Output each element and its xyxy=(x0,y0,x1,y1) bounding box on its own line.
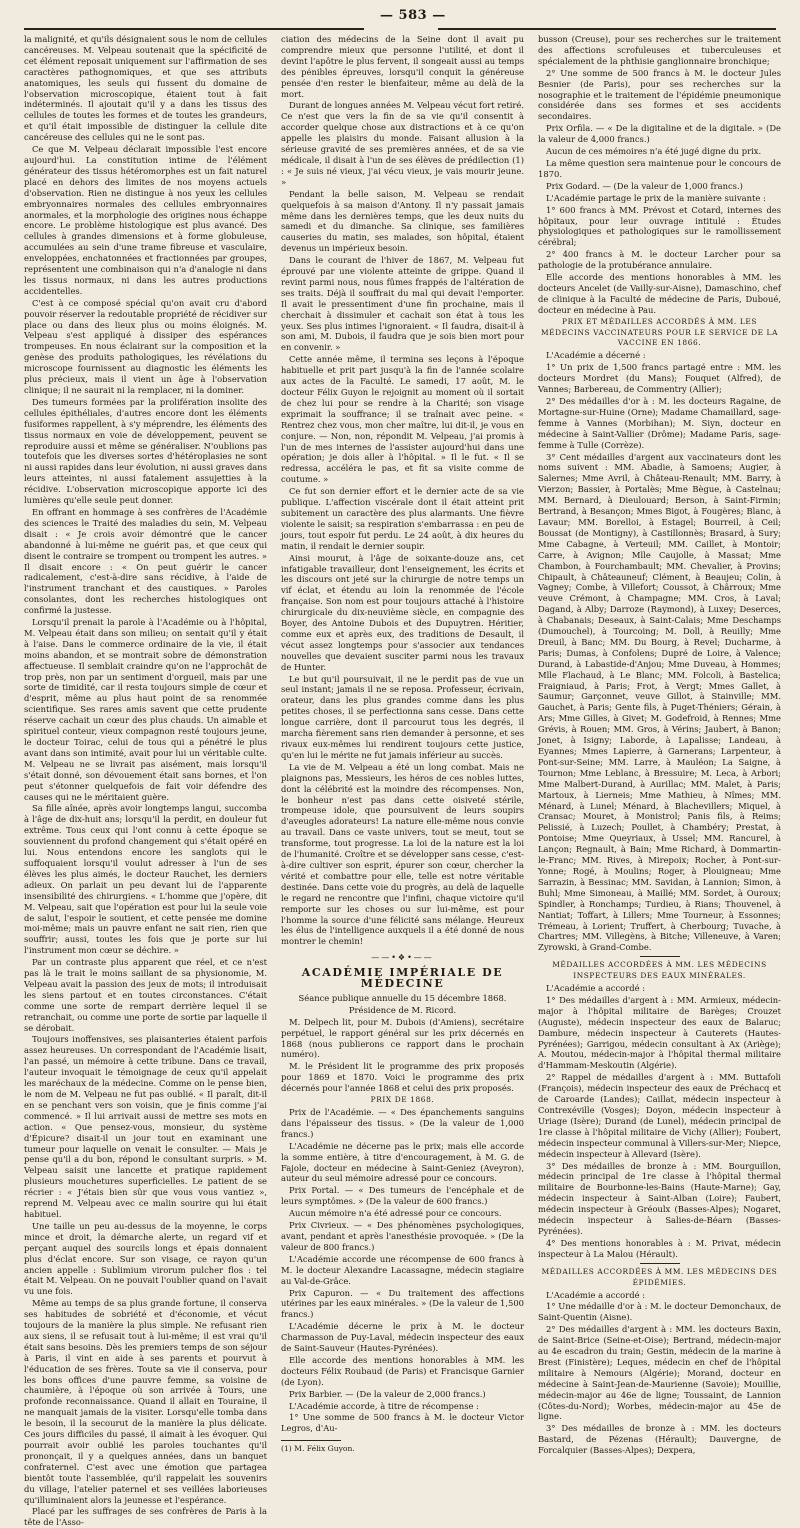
page-number: — 583 — xyxy=(380,8,446,23)
ornament-divider: ——•❖•—— xyxy=(371,953,434,963)
eaux-heading: MÉDAILLES ACCORDÉES À MM. LES MÉDECINS INSPECTEURS DES EAUX MINÉRALES. xyxy=(552,960,767,981)
paragraph: M. Delpech lit, pour M. Dubois (d'Amiens), secrétaire perpétuel, le rapport général sur les prix décernés en 1868 (nous publierons ce rapport dans le prochain numéro). xyxy=(281,1016,524,1060)
footnote: (1) M. Félix Guyon. xyxy=(281,1444,355,1454)
paragraph: 2° Des médailles d'or à : M. les docteurs Ragaine, de Mortagne-sur-Huine (Orne); Madame Chamaillard, sage-femme à Vannes (Morbihan); M. Siyn, docteur en médecine à Saint-Vallier (Drôme); Madame Paris, sage-femme à Tulle (Corrèze). xyxy=(538,396,781,450)
paragraph: Ainsi mourut, à l'âge de soixante-douze ans, cet infatigable travailleur, dont l'enseignement, les écrits et les discours ont jeté sur la chirurgie de notre temps un vif éclat, et étendu au loin la renommée de l'école française. Son nom est pour toujours attaché à l'histoire chirurgicale du dix-neuvième siècle, en compagnie des Boyer, des Antoine Dubois et des Dupuytren. Héritier, comme eux et après eux, des traditions de Desault, il vécut assez longtemps pour s'associer aux tendances nouvelles que devaient susciter parmi nous les travaux de Hunter. xyxy=(281,552,524,672)
paragraph: 3° Des médailles de bronze à : MM. les docteurs Bastard, de Pézenas (Hérault); Dauvergne, de Forcalquier (Basses-Alpes); Dexpera, xyxy=(538,1423,781,1456)
paragraph: Placé par les suffrages de ses confrères de Paris à la tête de l'Asso- xyxy=(24,1506,267,1528)
paragraph: Prix Portal. — « Des tumeurs de l'encéphale et de leurs symptômes. » (De la valeur de 600 francs.) xyxy=(281,1185,524,1207)
paragraph: Le but qu'il poursuivait, il ne le perdit pas de vue un seul instant; jamais il ne se reposa. Professeur, écrivain, orateur, dans les plus grandes comme dans les plus petites choses, il se perfectionna sans cesse. Dans cette longue carrière, dont il parcourut tous les degrés, il marcha fièrement sans rien demander à personne, et ses rivaux eux-mêmes lui rendirent toujours cette justice, qu'en lui le mérite ne fut jamais inférieur au succès. xyxy=(281,673,524,760)
paragraph: La vie de M. Velpeau a été un long combat. Mais ne plaignons pas, Messieurs, les héros de ces nobles luttes, dont la célébrité est la moindre des récompenses. Non, le bonheur n'est pas dans cette oisiveté stérile, trompeuse idole, que poursuivent de leurs soupirs d'aveugles adorateurs! La nature elle-même nous convie au travail. Dans ce vaste univers, tout se meut, tout se transforme, tout progresse. La loi de la nature est la loi de l'humanité. Croître et se développer sans cesse, c'est-à-dire cultiver son esprit, épurer son cœur, chercher la vérité et combattre pour elle, telle est notre véritable destinée. Dans cette voie du progrès, au delà de laquelle le regard ne rencontre que l'infini, chaque victoire qu'il remporte sur les choses ou sur lui-même, est pour l'homme la source d'une félicité sans mélange. Heureux les élus de l'intelligence auxquels il a été donné de nous montrer le chemin! xyxy=(281,761,524,947)
column-1 xyxy=(24,34,267,1528)
paragraph: 2° Des médailles d'argent à : MM. les docteurs Baxin, de Saint-Brice (Seine-et-Oise); Bertrand, médecin-major au 4e escadron du train; Gestin, médecin de la marine à Brest (Finistère); Leques, médecin en chef de l'hôpital militaire à Nemours (Algérie); Morand, docteur en médecine à Saint-Jean-de-Maurienne (Savoie); Mouillie, médecin-major au 46e de ligne; Toussaint, de Lannion (Côtes-du-Nord); Worbes, médecin-major au 45e de ligne. xyxy=(538,1324,781,1422)
paragraph: Sa fille aînée, après avoir longtemps langui, succomba à l'âge de dix-huit ans; lorsqu'il la perdit, en douleur fut extrême. Tous ceux qui l'ont connu à cette époque se souviennent du profond changement qui s'était opéré en lui. Nous entendons encore les sanglots qui le suffoquaient lorsqu'il voulut adresser à l'un de ses élèves les plus aimés, le docteur Rauchet, les derniers adieux. On parlait un peu devant lui de l'apparente insensibilité des chirurgiens. « L'homme que j'opère, dit M. Velpeau, sait que l'opération est pour lui la seule voie de salut, l'espoir le soutient, et cette pensée me domine moi-même; mais un pauvre enfant ne sait rien, rien que souffrir; aussi, toutes les fois que je porte sur lui l'instrument mon cœur se déchire. » xyxy=(24,803,267,956)
paragraph: 2° Rappel de médailles d'argent à : MM. Buttafoli (François), médecin inspecteur des eaux de Préchacq et de Caroarde (Landes); Caillat, médecin inspecteur à Contrexéville (Vosges); Doyon, médecin inspecteur à Uriage (Isère); Durand (de Lunel), médecin principal de 1re classe à l'hôpital militaire de Vichy (Allier); Foubert, médecin inspecteur communal à Villers-sur-Mer; Niepce, médecin inspecteur à Allevard (Isère). xyxy=(538,1072,781,1159)
paragraph: M. le Président lit le programme des prix proposés pour 1869 et 1870. Voici le programme des prix décernés pour l'année 1868 et celui des prix proposés. xyxy=(281,1061,524,1094)
column-2 xyxy=(281,34,524,1454)
section-heading: ACADÉMIE IMPÉRIALE DE MÉDECINE xyxy=(301,966,504,991)
presidence: Présidence de M. Ricord. xyxy=(348,1004,457,1015)
paragraph: ciation des médecins de la Seine dont il avait pu comprendre mieux que personne l'utilité, et dont il devint l'apôtre le plus fervent, il songeait aussi au temps des pénibles épreuves, lorsqu'il conquit la généreuse pensée d'en rester le bienfaiteur, même au delà de la mort. xyxy=(281,34,524,99)
paragraph: L'Académie accorde une récompense de 600 francs à M. le docteur Alexandre Lacassagne, médecin stagiaire au Val-de-Grâce. xyxy=(281,1253,524,1286)
paragraph: Par un contraste plus apparent que réel, et ce n'est pas là le trait le moins saillant de sa physionomie, M. Velpeau avait la passion des jeux de mots; il introduisait les siens partout et en toutes circonstances. C'était comme une sorte de rempart derrière lequel il se retranchait, ou comme une porte de sortie par laquelle il se dérobait. xyxy=(24,957,267,1033)
vaccine-heading: PRIX ET MÉDAILLES ACCORDÉS À MM. LES MÉDECINS VACCINATEURS POUR LE SERVICE DE LA VACCINE EN 1866. xyxy=(540,316,779,348)
paragraph: L'Académie partage le prix de la manière suivante : xyxy=(546,192,766,203)
paragraph: Prix Barbier. — (De la valeur de 2,000 francs.) xyxy=(289,1388,486,1399)
paragraph: Ce que M. Velpeau déclarait impossible l'est encore aujourd'hui. La constitution intime de l'élément générateur des tissus hétéromorphes est un fait naturel placé en dehors des limites de nos moyens actuels d'observation. Rien ne distingue à nos yeux les cellules embryonnaires normales des cellules embryonnaires anormales, et la morphologie des origines nous échappe encore. Le problème histologique est plus avancé. Des cellules à grandes dimensions et à forme globuleuse, accumulées au sein d'une trame fibreuse et vasculaire, enveloppées, enchatonnées et fractionnées par groupes, représentent une combinaison qui n'a d'analogie ni dans les tissus normaux, ni dans les autres productions accidentelles. xyxy=(24,144,267,296)
paragraph: Aucun de ces mémoires n'a été jugé digne du prix. xyxy=(546,146,762,157)
paragraph: L'Académie a accordé : xyxy=(546,1289,646,1300)
header-rule-right xyxy=(438,28,776,30)
paragraph: Une taille un peu au-dessus de la moyenne, le corps mince et droit, la démarche alerte, un regard vif et perçant auquel des sourcils longs et épais donnaient plus d'éclat encore. Sur son visage, ce rayon qu'un ancien appelle : Sublimium virorum pulcher flos : tel était M. Velpeau. On ne pouvait l'oublier quand on l'avait vu une fois. xyxy=(24,1220,267,1297)
paragraph: Pendant la belle saison, M. Velpeau se rendait quelquefois à sa maison d'Antony. Il n'y passait jamais même dans les dernières temps, que les deux nuits du samedi et du dimanche. Sa clinique, ses familières causeries du matin, ses malades, son hôpital, étaient devenus un impérieux besoin. xyxy=(281,188,524,254)
paragraph: 2° 400 francs à M. le docteur Larcher pour sa pathologie de la protubérance annulaire. xyxy=(538,249,781,271)
paragraph: 1° Un prix de 1,500 francs partagé entre : MM. les docteurs Mordret (du Mans); Fouquet (Alfred), de Vannes; Barbereau, de Commentry (Allier); xyxy=(538,362,781,395)
paragraph: La même question sera maintenue pour le concours de 1870. xyxy=(538,157,781,179)
paragraph: 1° 600 francs à MM. Prévost et Cotard, internes des hôpitaux, pour leur ouvrage intitulé : Études physiologiques et pathologiques sur le ramollissement cérébral; xyxy=(538,204,781,248)
paragraph: busson (Creuse), pour ses recherches sur le traitement des affections scrofuleuses et tuberculeuses et spécialement de la phthisie ganglionnaire bronchique; xyxy=(538,34,781,66)
page-header xyxy=(0,6,800,28)
column-3 xyxy=(538,34,781,1456)
paragraph: L'Académie a accordé : xyxy=(546,983,646,994)
paragraph: Elle accorde des mentions honorables à MM. les docteurs Ancelet (de Vailly-sur-Aisne), Damaschino, chef de clinique à la Faculté de médecine de Paris, Duboué, docteur en médecine à Pau. xyxy=(538,272,781,315)
paragraph: Toujours inoffensives, ses plaisanteries étaient parfois assez heureuses. Un correspondant de l'Académie lisait, l'an passé, un mémoire à cette tribune. Dans ce travail, l'auteur invoquait le témoignage de ceux qu'il appelait les maréchaux de la médecine. Comme on le pense bien, le nom de M. Velpeau ne fut pas oublié. « Il paraît, dit-il en se penchant vers son voisin, que je finis comme j'ai commencé. » Il lui arrivait aussi de mettre ses mots en action. « Que pensez-vous, monsieur, du système d'Épicure? disait-il un jour tout en examinant une tumeur pour laquelle on venait le consulter. — Mais je pense qu'il a du bon, répond le consultant surpris. » M. Velpeau saisit une lancette et pratique rapidement plusieurs mouchetures superficielles. Le patient de se récrier : « J'étais bien sûr que vous vous vantiez », reprend M. Velpeau avec ce malin sourire qui lui était habituel. xyxy=(24,1034,267,1219)
paragraph: C'est à ce composé spécial qu'on avait cru d'abord pouvoir réserver la redoutable propriété de récidiver sur place ou dans des lieux plus ou moins éloignés. M. Velpeau s'est appliqué à dissiper des espérances trompeuses. En nous éclairant sur la composition et la genèse des produits pathologiques, les révélations du microscope fournissent au diagnostic les éléments les plus précieux, mais il vient un âge à l'observation clinique; il ne saurait ni la remplacer, ni la dominer. xyxy=(24,297,267,395)
paragraph: 1° Des médailles d'argent à : MM. Armieux, médecin-major à l'hôpital militaire de Barèges; Crouzet (Auguste), médecin inspecteur des eaux de Balaruc; Dambure, médecin inspecteur à Cauterets (Hautes-Pyrénées); Garrigou, médecin consultant à Ax (Ariège); A. Moutou, médecin-major à l'hôpital thermal militaire d'Hammam-Meskoutin (Algérie). xyxy=(538,994,781,1071)
paragraph: En offrant en hommage à ses confrères de l'Académie des sciences le Traité des maladies du sein, M. Velpeau disait : « Je crois avoir démontré que le cancer abandonné à lui-même ne guérit pas, et que ceux qui disent le contraire se trompent ou trompent les autres. » Il disait encore : « On peut guérir le cancer radicalement, c'est-à-dire sans récidive, à l'aide de l'instrument tranchant et des caustiques. » Paroles consolantes, dont les recherches histologiques ont confirmé la justesse. xyxy=(24,506,267,616)
section-rule xyxy=(640,956,680,957)
paragraph: L'Académie a décerné : xyxy=(546,350,646,361)
paragraph: Prix Capuron. — « Du traitement des affections utérines par les eaux minérales. » (De la valeur de 1,500 francs.) xyxy=(281,1287,524,1320)
paragraph: 1° Une somme de 500 francs à M. le docteur Victor Legros, d'Au- xyxy=(281,1412,524,1434)
paragraph: Prix Godard. — (De la valeur de 1,000 francs.) xyxy=(546,180,743,191)
paragraph: Prix de l'Académie. — « Des épanchements sanguins dans l'épaisseur des tissus. » (De la valeur de 1,000 francs.) xyxy=(281,1107,524,1139)
paragraph: 2° Une somme de 500 francs à M. le docteur Jules Besnier (de Paris), pour ses recherches sur la nosographie et le traitement de l'épidémie pneumonique considérée dans ses formes et ses accidents secondaires. xyxy=(538,67,781,122)
epidemies-heading: MÉDAILLES ACCORDÉES À MM. LES MÉDECINS DES ÉPIDÉMIES. xyxy=(541,1266,778,1287)
paragraph: Prix Orfila. — « De la digitaline et de la digitale. » (De la valeur de 4,000 francs.) xyxy=(538,123,781,145)
paragraph: Elle accorde des mentions honorables à MM. les docteurs Félix Roubaud (de Paris) et Francisque Garnier (de Lyon). xyxy=(281,1354,524,1387)
paragraph: Lorsqu'il prenait la parole à l'Académie ou à l'hôpital, M. Velpeau était dans son milieu; on sentait qu'il y était à l'aise. Dans le commerce ordinaire de la vie, il était moins abandon, et se montrait sobre de démonstration affectueuse. Il semblait craindre qu'on ne l'approchât de trop près, non par un sentiment d'orgueil, mais par une sorte de timidité, car il resta toujours simple de cœur et d'esprit, même au plus haut point de sa renommée scientifique. Ses rares amis savent que cette prudente réserve cachait un cœur des plus chauds. Un aimable et spirituel conteur, vieux compagnon resté toujours jeune, le docteur Toirac, celui de tous qui a pénétré le plus avant dans son intimité, avait pour lui un véritable culte. M. Velpeau ne se livrait pas aisément, mais lorsqu'il s'était donné, son dévouement était sans bornes, et l'on peut s'étonner quelquefois de fait voir défendre des causes qui ne le méritaient guère. xyxy=(24,617,267,802)
paragraph: 3° Des médailles de bronze à : MM. Bourguillon, médecin principal de 1re classe à l'hôpital thermal militaire de Bourbonne-les-Bains (Haute-Marne); Gay, médecin inspecteur à Saint-Alban (Loire); Faubert, médecin inspecteur à Gréoulx (Basses-Alpes); Nogaret, médecin inspecteur à Salies-de-Béarn (Basses-Pyrénées). xyxy=(538,1160,781,1236)
paragraph: 3° Cent médailles d'argent aux vaccinateurs dont les noms suivent : MM. Abadie, à Samoens; Augier, à Salernes; Mme Avril, à Château-Renault; MM. Barry, à Vierzon; Bassier, à Portalès; Mme Bègue, à Castelnau; MM. Bernard, à Dieulouard; Berson, à Saint-Firmin; Bertrand, à Besançon; Mmes Bigot, à Fougères; Blanc, à Lavaur; MM. Borelloi, à Estagel; Bourreil, à Ceil; Boussat (de Montigny), à Castillonnès; Brasard, à Sury; Mme Cabagne, à Verteuil; MM. Caillet, à Montoir; Carre, à Avignon; Mlle Caujolle, à Massat; Mme Chambon, à Fourchambault; MM. Chevalier, à Provins; Chipault, à Châteauneuf; Clément, à Beaujeu; Colin, à Vagney; Combe, à Villefort; Coussot, à Chârroux; Mme veuve Crémont, à Champagne; MM. Cros, à Laval; Dagand, à Alby; Darroze (Raymond), à Luxey; Deserces, à Chabanais; Deseaux, à Saint-Calais; Mme Deschamps (Dumouchel), à Tourcoing; M. Doll, à Reuilly; Mme Dreuil, à Banc; MM. Du Bourg, à Revel; Ducharme, à Paris; Dumas, à Confolens; Dupré de Loire, à Valence; Durand, à Labastide-d'Anjou; Mme Duveau, à Hommes; Mlle Flachaud, à Le Blanc; MM. Folcoli, à Bastelica; Fraigniaud, à Paris; Frot, à Vergt; Mmes Gallet, à Saumur; Garçonnet, veuve Gillot, à Stainville; MM. Gauchet, à Paris; Gente fils, à Puget-Théniers; Gérain, à Ars; Mme Gilles, à Givet; M. Godefroid, à Rennes; Mme Grévis, à Rouen; MM. Gros, à Vérins; Jaubert, à Banon; Jonet, à Isigny; Laborde, à Lapalisse; Landeau, à Eyannes; Mmes Lapierre, à Garnerans; Larpenteur, à Pont-sur-Seine; MM. Larre, à Mauléon; La Saigne, à Tournon; Mme Leblanc, à Bressuire; M. Leca, à Arbori; Mme Malbert-Durand, à Aurillac; MM. Malet, à Paris; Martoux, à Lierneis; Mme Mathieu, à Nîmes; MM. Ménard, à Lunel; Ménard, à Blachevillers; Miquel, à Cransac; Mouret, à Monistrol; Panis fils, à Reims; Pelissié, à Luzech; Poullet, à Chambéry; Prestat, à Pontoise; Mme Queyriaux, à Ussel; MM. Rancurel, à Lançon; Regnault, à Bain; Mme Richard, à Dommartin-le-Franc; MM. Rives, à Mirepoix; Rocher, à Pont-sur-Yonne; Rogé, à Moulins; Roger, à Plouigneau; Mme Sarrazin, à Bessinac; MM. Savidan, à Lannion; Simon, à Buhl; Mme Simoneau, à Maillé; MM. Sordet, à Ouroux; Spindler, à Ronchamps; Turdieu, à Rians; Thouvenel, à Nantiat; Toffart, à Lillers; Mme Tourneur, à Essonnes; Trémeau, à Lorient; Truffert, à Cherbourg; Tuvache, à Chartres; MM. Villegèns, à Bitche; Villeneuve, à Varen; Zyrowski, à Grand-Combe. xyxy=(538,451,781,953)
paragraph: Durant de longues années M. Velpeau vécut fort retiré. Ce n'est que vers la fin de sa vie qu'il consentit à accorder quelque chose aux distractions et à ce qu'on appelle les plaisirs du monde. Faisant allusion à la sérieuse gravité de ses premières années, et de sa vie médicale, il disait à l'un de ses élèves de prédilection (1) : « Je suis né vieux, j'ai vécu vieux, je vais mourir jeune. » xyxy=(281,100,524,187)
paragraph: Ce fut son dernier effort et le dernier acte de sa vie publique. L'affection viscérale dont il était atteint prit subitement un caractère des plus alarmants. Une fièvre violente le saisit; sa respiration s'embarrassa : en peu de jours, tout espoir fut perdu. Le 24 août, à dix heures du matin, il rendait le dernier soupir. xyxy=(281,486,524,551)
paragraph: la malignité, et qu'ils désignaient sous le nom de cellules cancéreuses. M. Velpeau soutenait que la spécificité de cet élément reposait uniquement sur l'affirmation de ses caractères pathognomiques, et que ses attributs anatomiques, les seuls qui fussent du domaine de l'observation microscopique, étaient tout à fait indéterminés. Il ajoutait qu'il y a dans les tissus des cellules de toutes les formes et de toutes les grandeurs, et qu'il était impossible de distinguer la cellule dite cancéreuse des cellules qui ne le sont pas. xyxy=(24,34,267,143)
paragraph: 1° Une médaille d'or à : M. le docteur Demonchaux, de Saint-Quentin (Aisne). xyxy=(538,1301,781,1323)
paragraph: Dans le courant de l'hiver de 1867, M. Velpeau fut éprouvé par une violente atteinte de grippe. Quand il revint parmi nous, nous fûmes frappés de l'altération de ses traits. Déjà il souffrait du mal qui devait l'emporter. Il avait le pressentiment d'une fin prochaine, mais il cherchait à dissimuler et cachait son état à tous les yeux. Ses plus intimes l'ignoraient. « Il faudra, disait-il à son ami, M. Dubois, il faudra que je sois bien mort pour en convenir. » xyxy=(281,255,524,353)
prix-heading: PRIX DE 1868. xyxy=(370,1095,435,1105)
section-rule xyxy=(640,1263,680,1264)
section-subheading: Séance publique annuelle du 15 décembre 1868. xyxy=(298,992,507,1003)
paragraph: Aucun mémoire n'a été adressé pour ce concours. xyxy=(289,1208,502,1219)
paragraph: Même au temps de sa plus grande fortune, il conserva ses habitudes de sobriété et d'économie, et vécut toujours de la manière la plus simple. Ne refusant rien aux siens, il se refusait tout à lui-même; il est vrai qu'il était sans besoins. Dès les premiers temps de son séjour à Paris, il vint en aide à ses parents et pourvut à l'éducation de ses frères. Toute sa vie il conserva, pour les bons offices d'une pauvre femme, sa voisine de chaumière, à l'époque où son arrivée à Tours, une profonde reconnaissance. Quand il allait en Touraine, il ne manquait jamais de la visiter. Lorsqu'elle tomba dans le besoin, il la secourut de la manière la plus délicate. Ces jours difficiles du passé, il aimait à les évoquer. Qui pourrait avoir oublié les paroles touchantes qu'il prononçait, il y a quelques années, dans un banquet confraternel. C'est avec une émotion que partagea bientôt toute l'assemblée, qu'il rappelait les souvenirs du village, l'atelier paternel et ses veillées laborieuses qu'illuminaient alors la jeunesse et l'espérance. xyxy=(24,1298,267,1505)
paragraph: L'Académie ne décerne pas le prix; mais elle accorde la somme entière, à titre d'encouragement, à M. G. de Fajole, docteur en médecine à Saint-Geniez (Aveyron), auteur du seul mémoire adressé pour ce concours. xyxy=(281,1140,524,1184)
paragraph: Des tumeurs formées par la prolifération insolite des cellules épithéliales, d'autres encore dont les éléments fusiformes rappellent, à s'y méprendre, les éléments des tissus normaux en voie de développement, peuvent se reproduire aussi et même se généraliser. N'oublions pas toutefois que les diverses sortes d'hétéroplasies ne sont ni aussi rapides dans leur évolution, ni aussi graves dans leurs atteintes, ni aussi fatalement assujetties à la récidive. L'observation microscopique apporte ici des lumières qu'elle seule peut donner. xyxy=(24,396,267,506)
paragraph: L'Académie décerne le prix à M. le docteur Charmasson de Puy-Laval, médecin inspecteur des eaux de Saint-Sauveur (Hautes-Pyrénées). xyxy=(281,1321,524,1354)
header-rule-left xyxy=(24,28,364,30)
paragraph: Prix Civrieux. — « Des phénomènes psychologiques, avant, pendant et après l'anesthésie provoquée. » (De la valeur de 800 francs.) xyxy=(281,1220,524,1252)
paragraph: 4° Des mentions honorables à : M. Privat, médecin inspecteur à La Malou (Hérault). xyxy=(538,1237,781,1259)
paragraph: Cette année même, il termina ses leçons à l'époque habituelle et prit part jusqu'à la fin de l'année scolaire aux actes de la Faculté. Le samedi, 17 août, M. le docteur Félix Guyon le rejoignit au moment où il sortait de chez lui pour se rendre à la Charité; son visage exprimait la souffrance; il se traînait avec peine. « Rentrez chez vous, mon cher maître, lui dit-il, je vous en conjure. — Non, non, répondit M. Velpeau, j'ai promis à l'un de mes internes de l'assister aujourd'hui dans une opération; je dois aller à l'hôpital. » Il le fut. « Il se redressa, accéléra le pas, et fit sa visite comme de coutume. » xyxy=(281,354,524,485)
footnote-rule xyxy=(281,1440,341,1441)
paragraph: L'Académie accorde, à titre de récompense : xyxy=(289,1400,479,1411)
